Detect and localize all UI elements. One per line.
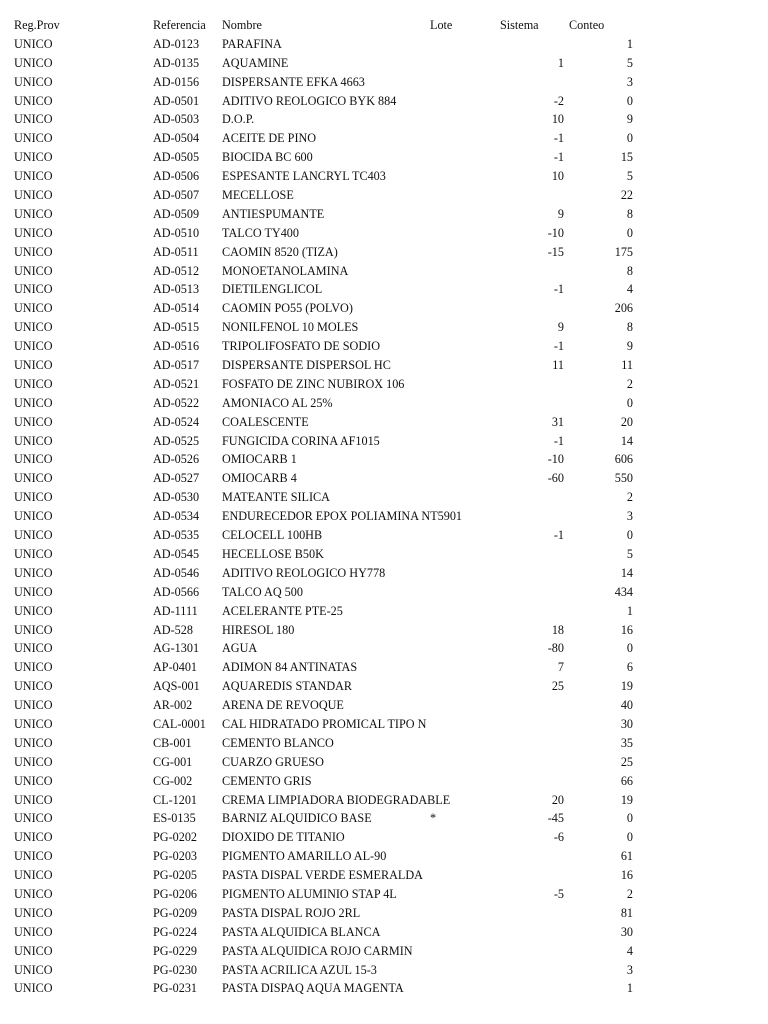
cell-sistema: -10 xyxy=(547,452,564,467)
cell-nombre: OMIOCARB 4 xyxy=(222,471,297,486)
cell-conteo: 35 xyxy=(620,735,633,750)
table-row xyxy=(0,394,768,413)
cell-sistema: -1 xyxy=(553,433,564,448)
cell-reg-prov: UNICO xyxy=(14,112,53,127)
header-nombre: Nombre xyxy=(222,18,262,32)
cell-nombre: CEMENTO GRIS xyxy=(222,773,312,788)
table-row xyxy=(0,148,768,167)
cell-reg-prov: UNICO xyxy=(14,584,53,599)
cell-sistema: -10 xyxy=(547,225,564,240)
table-row xyxy=(0,356,768,375)
cell-referencia: AD-0515 xyxy=(153,320,200,335)
table-row xyxy=(0,715,768,734)
cell-conteo: 550 xyxy=(614,471,633,486)
cell-referencia: AD-0504 xyxy=(153,131,200,146)
table-row xyxy=(0,469,768,488)
table-row xyxy=(0,507,768,526)
cell-conteo: 14 xyxy=(620,433,633,448)
cell-conteo: 2 xyxy=(626,886,633,901)
cell-reg-prov: UNICO xyxy=(14,509,53,524)
table-row xyxy=(0,92,768,111)
table-row xyxy=(0,961,768,980)
cell-conteo: 3 xyxy=(626,962,633,977)
cell-referencia: AD-0509 xyxy=(153,206,200,221)
cell-nombre: AQUAMINE xyxy=(222,55,289,70)
cell-referencia: AD-0516 xyxy=(153,339,200,354)
cell-referencia: AD-0503 xyxy=(153,112,200,127)
cell-conteo: 8 xyxy=(626,206,633,221)
cell-conteo: 3 xyxy=(626,509,633,524)
table-row xyxy=(0,866,768,885)
cell-reg-prov: UNICO xyxy=(14,528,53,543)
cell-referencia: AP-0401 xyxy=(153,660,198,675)
cell-referencia: AD-0511 xyxy=(153,244,199,259)
cell-reg-prov: UNICO xyxy=(14,849,53,864)
cell-conteo: 16 xyxy=(620,622,633,637)
table-row xyxy=(0,35,768,54)
cell-nombre: TRIPOLIFOSFATO DE SODIO xyxy=(222,339,381,354)
cell-referencia: PG-0229 xyxy=(153,943,198,958)
cell-reg-prov: UNICO xyxy=(14,962,53,977)
cell-nombre: PASTA ALQUIDICA BLANCA xyxy=(222,924,381,939)
table-row xyxy=(0,734,768,753)
cell-sistema: 31 xyxy=(551,414,564,429)
cell-nombre: ENDURECEDOR EPOX POLIAMINA NT5901 xyxy=(222,509,463,524)
cell-referencia: AD-0512 xyxy=(153,263,200,278)
cell-nombre: CREMA LIMPIADORA BIODEGRADABLE xyxy=(222,792,451,807)
cell-conteo: 434 xyxy=(614,584,633,599)
cell-referencia: AD-0513 xyxy=(153,282,200,297)
cell-conteo: 2 xyxy=(626,376,633,391)
cell-nombre: ACEITE DE PINO xyxy=(222,131,317,146)
cell-sistema: -15 xyxy=(547,244,564,259)
cell-reg-prov: UNICO xyxy=(14,188,53,203)
cell-reg-prov: UNICO xyxy=(14,376,53,391)
cell-conteo: 1 xyxy=(626,603,633,618)
cell-referencia: CG-001 xyxy=(153,754,193,769)
cell-conteo: 4 xyxy=(626,943,633,958)
cell-referencia: PG-0203 xyxy=(153,849,198,864)
cell-conteo: 606 xyxy=(614,452,633,467)
cell-referencia: AQS-001 xyxy=(153,679,200,694)
cell-referencia: PG-0231 xyxy=(153,981,198,996)
table-row xyxy=(0,979,768,998)
table-row xyxy=(0,54,768,73)
cell-nombre: ESPESANTE LANCRYL TC403 xyxy=(222,169,386,184)
cell-conteo: 175 xyxy=(614,244,633,259)
table-row xyxy=(0,318,768,337)
cell-reg-prov: UNICO xyxy=(14,490,53,505)
cell-referencia: AD-0534 xyxy=(153,509,200,524)
cell-reg-prov: UNICO xyxy=(14,263,53,278)
table-row xyxy=(0,488,768,507)
cell-reg-prov: UNICO xyxy=(14,830,53,845)
cell-referencia: AD-0521 xyxy=(153,376,200,391)
cell-sistema: 7 xyxy=(557,660,564,675)
cell-sistema: -80 xyxy=(547,641,564,656)
cell-sistema: -1 xyxy=(553,339,564,354)
cell-sistema: -5 xyxy=(553,886,564,901)
cell-nombre: HIRESOL 180 xyxy=(222,622,295,637)
cell-nombre: MATEANTE SILICA xyxy=(222,490,330,505)
cell-reg-prov: UNICO xyxy=(14,716,53,731)
cell-conteo: 0 xyxy=(626,225,633,240)
cell-reg-prov: UNICO xyxy=(14,36,53,51)
cell-nombre: DISPERSANTE DISPERSOL HC xyxy=(222,358,391,373)
cell-nombre: CAL HIDRATADO PROMICAL TIPO N xyxy=(222,716,427,731)
cell-nombre: AMONIACO AL 25% xyxy=(222,395,333,410)
cell-nombre: PASTA DISPAL ROJO 2RL xyxy=(222,905,361,920)
table-row xyxy=(0,205,768,224)
header-reg-prov: Reg.Prov xyxy=(14,18,60,32)
cell-reg-prov: UNICO xyxy=(14,868,53,883)
header-row xyxy=(0,16,768,35)
cell-conteo: 0 xyxy=(626,811,633,826)
cell-nombre: ADITIVO REOLOGICO HY778 xyxy=(222,565,386,580)
cell-nombre: TALCO AQ 500 xyxy=(222,584,303,599)
cell-sistema: 10 xyxy=(551,169,564,184)
table-row xyxy=(0,337,768,356)
table-row xyxy=(0,110,768,129)
cell-referencia: AD-0517 xyxy=(153,358,200,373)
cell-conteo: 8 xyxy=(626,263,633,278)
cell-referencia: AD-0505 xyxy=(153,150,200,165)
cell-reg-prov: UNICO xyxy=(14,886,53,901)
cell-reg-prov: UNICO xyxy=(14,471,53,486)
cell-reg-prov: UNICO xyxy=(14,943,53,958)
cell-nombre: COALESCENTE xyxy=(222,414,309,429)
cell-reg-prov: UNICO xyxy=(14,55,53,70)
cell-reg-prov: UNICO xyxy=(14,301,53,316)
cell-nombre: BIOCIDA BC 600 xyxy=(222,150,313,165)
cell-nombre: PASTA DISPAL VERDE ESMERALDA xyxy=(222,868,423,883)
table-row xyxy=(0,639,768,658)
table-row xyxy=(0,413,768,432)
cell-conteo: 0 xyxy=(626,93,633,108)
table-row xyxy=(0,696,768,715)
cell-referencia: AD-0522 xyxy=(153,395,200,410)
cell-referencia: AD-0507 xyxy=(153,188,200,203)
cell-reg-prov: UNICO xyxy=(14,131,53,146)
table-row xyxy=(0,299,768,318)
cell-nombre: NONILFENOL 10 MOLES xyxy=(222,320,359,335)
cell-referencia: PG-0202 xyxy=(153,830,198,845)
header-sistema: Sistema xyxy=(500,18,539,32)
table-row xyxy=(0,545,768,564)
cell-conteo: 2 xyxy=(626,490,633,505)
cell-reg-prov: UNICO xyxy=(14,905,53,920)
cell-referencia: CG-002 xyxy=(153,773,193,788)
cell-referencia: AG-1301 xyxy=(153,641,200,656)
cell-conteo: 6 xyxy=(626,660,633,675)
header-lote: Lote xyxy=(430,18,453,32)
cell-conteo: 0 xyxy=(626,131,633,146)
cell-nombre: CEMENTO BLANCO xyxy=(222,735,334,750)
cell-referencia: PG-0230 xyxy=(153,962,198,977)
cell-reg-prov: UNICO xyxy=(14,169,53,184)
cell-sistema: 18 xyxy=(551,622,564,637)
cell-conteo: 0 xyxy=(626,830,633,845)
header-referencia: Referencia xyxy=(153,18,206,32)
cell-referencia: AD-0527 xyxy=(153,471,200,486)
cell-referencia: AD-1111 xyxy=(153,603,198,618)
cell-reg-prov: UNICO xyxy=(14,811,53,826)
cell-reg-prov: UNICO xyxy=(14,773,53,788)
table-row xyxy=(0,243,768,262)
cell-nombre: CELOCELL 100HB xyxy=(222,528,323,543)
cell-reg-prov: UNICO xyxy=(14,660,53,675)
cell-conteo: 0 xyxy=(626,641,633,656)
table-row xyxy=(0,658,768,677)
cell-referencia: AD-0545 xyxy=(153,546,200,561)
cell-conteo: 15 xyxy=(620,150,633,165)
cell-referencia: AD-0123 xyxy=(153,36,200,51)
cell-sistema: 20 xyxy=(551,792,564,807)
cell-referencia: CB-001 xyxy=(153,735,192,750)
cell-conteo: 3 xyxy=(626,74,633,89)
cell-conteo: 8 xyxy=(626,320,633,335)
cell-reg-prov: UNICO xyxy=(14,924,53,939)
cell-referencia: PG-0206 xyxy=(153,886,198,901)
cell-reg-prov: UNICO xyxy=(14,698,53,713)
cell-conteo: 1 xyxy=(626,36,633,51)
table-body xyxy=(0,35,768,998)
cell-sistema: -45 xyxy=(547,811,564,826)
table-row xyxy=(0,583,768,602)
cell-conteo: 40 xyxy=(620,698,633,713)
cell-nombre: PIGMENTO AMARILLO AL-90 xyxy=(222,849,387,864)
cell-sistema: 9 xyxy=(557,320,564,335)
cell-referencia: AD-0514 xyxy=(153,301,200,316)
cell-nombre: HECELLOSE B50K xyxy=(222,546,324,561)
cell-sistema: 9 xyxy=(557,206,564,221)
table-row xyxy=(0,772,768,791)
cell-reg-prov: UNICO xyxy=(14,244,53,259)
cell-reg-prov: UNICO xyxy=(14,150,53,165)
cell-nombre: PASTA ACRILICA AZUL 15-3 xyxy=(222,962,377,977)
cell-conteo: 16 xyxy=(620,868,633,883)
cell-conteo: 4 xyxy=(626,282,633,297)
cell-nombre: DIETILENGLICOL xyxy=(222,282,323,297)
cell-conteo: 66 xyxy=(620,773,633,788)
cell-conteo: 30 xyxy=(620,924,633,939)
inventory-sheet xyxy=(0,16,768,998)
cell-reg-prov: UNICO xyxy=(14,74,53,89)
cell-reg-prov: UNICO xyxy=(14,735,53,750)
table-row xyxy=(0,809,768,828)
cell-conteo: 1 xyxy=(626,981,633,996)
cell-nombre: AQUAREDIS STANDAR xyxy=(222,679,353,694)
cell-referencia: CAL-0001 xyxy=(153,716,206,731)
cell-referencia: AR-002 xyxy=(153,698,193,713)
cell-nombre: MECELLOSE xyxy=(222,188,294,203)
cell-conteo: 19 xyxy=(620,792,633,807)
cell-nombre: OMIOCARB 1 xyxy=(222,452,297,467)
cell-nombre: BARNIZ ALQUIDICO BASE xyxy=(222,811,372,826)
cell-nombre: PARAFINA xyxy=(222,36,282,51)
cell-sistema: -1 xyxy=(553,150,564,165)
cell-nombre: DIOXIDO DE TITANIO xyxy=(222,830,345,845)
table-row xyxy=(0,526,768,545)
cell-conteo: 11 xyxy=(621,358,633,373)
table-row xyxy=(0,847,768,866)
cell-reg-prov: UNICO xyxy=(14,603,53,618)
cell-referencia: AD-0535 xyxy=(153,528,200,543)
cell-conteo: 9 xyxy=(626,112,633,127)
table-row xyxy=(0,186,768,205)
cell-nombre: ACELERANTE PTE-25 xyxy=(222,603,343,618)
cell-conteo: 61 xyxy=(620,849,633,864)
cell-reg-prov: UNICO xyxy=(14,395,53,410)
cell-reg-prov: UNICO xyxy=(14,622,53,637)
cell-reg-prov: UNICO xyxy=(14,641,53,656)
table-row xyxy=(0,432,768,451)
cell-referencia: AD-0546 xyxy=(153,565,200,580)
cell-nombre: PASTA ALQUIDICA ROJO CARMIN xyxy=(222,943,413,958)
cell-nombre: CAOMIN PO55 (POLVO) xyxy=(222,301,353,316)
cell-sistema: -1 xyxy=(553,528,564,543)
cell-nombre: ADITIVO REOLOGICO BYK 884 xyxy=(222,93,397,108)
cell-reg-prov: UNICO xyxy=(14,754,53,769)
table-row xyxy=(0,450,768,469)
cell-reg-prov: UNICO xyxy=(14,546,53,561)
cell-nombre: CAOMIN 8520 (TIZA) xyxy=(222,244,338,259)
table-row xyxy=(0,828,768,847)
cell-nombre: PASTA DISPAQ AQUA MAGENTA xyxy=(222,981,404,996)
cell-sistema: -6 xyxy=(553,830,564,845)
table-row xyxy=(0,942,768,961)
cell-nombre: D.O.P. xyxy=(222,112,255,127)
cell-nombre: FOSFATO DE ZINC NUBIROX 106 xyxy=(222,376,405,391)
cell-nombre: DISPERSANTE EFKA 4663 xyxy=(222,74,365,89)
table-row xyxy=(0,904,768,923)
cell-referencia: PG-0209 xyxy=(153,905,198,920)
cell-sistema: -1 xyxy=(553,131,564,146)
cell-conteo: 30 xyxy=(620,716,633,731)
table-row xyxy=(0,167,768,186)
cell-referencia: CL-1201 xyxy=(153,792,198,807)
cell-referencia: AD-528 xyxy=(153,622,193,637)
cell-referencia: ES-0135 xyxy=(153,811,196,826)
table-row xyxy=(0,923,768,942)
cell-sistema: 10 xyxy=(551,112,564,127)
table-row xyxy=(0,224,768,243)
cell-reg-prov: UNICO xyxy=(14,358,53,373)
cell-conteo: 5 xyxy=(626,546,633,561)
cell-nombre: CUARZO GRUESO xyxy=(222,754,324,769)
cell-nombre: AGUA xyxy=(222,641,258,656)
cell-reg-prov: UNICO xyxy=(14,206,53,221)
cell-referencia: AD-0506 xyxy=(153,169,200,184)
table-row xyxy=(0,375,768,394)
cell-conteo: 25 xyxy=(620,754,633,769)
cell-conteo: 20 xyxy=(620,414,633,429)
table-row xyxy=(0,564,768,583)
cell-referencia: AD-0526 xyxy=(153,452,200,467)
cell-reg-prov: UNICO xyxy=(14,93,53,108)
cell-reg-prov: UNICO xyxy=(14,565,53,580)
cell-reg-prov: UNICO xyxy=(14,452,53,467)
table-row xyxy=(0,73,768,92)
cell-reg-prov: UNICO xyxy=(14,339,53,354)
cell-referencia: AD-0510 xyxy=(153,225,200,240)
cell-conteo: 9 xyxy=(626,339,633,354)
cell-conteo: 0 xyxy=(626,395,633,410)
cell-referencia: AD-0156 xyxy=(153,74,200,89)
cell-nombre: ADIMON 84 ANTINATAS xyxy=(222,660,358,675)
table-row xyxy=(0,791,768,810)
cell-referencia: AD-0525 xyxy=(153,433,200,448)
cell-reg-prov: UNICO xyxy=(14,679,53,694)
cell-nombre: TALCO TY400 xyxy=(222,225,299,240)
cell-reg-prov: UNICO xyxy=(14,282,53,297)
cell-conteo: 14 xyxy=(620,565,633,580)
header-conteo: Conteo xyxy=(569,18,605,32)
cell-reg-prov: UNICO xyxy=(14,414,53,429)
cell-referencia: AD-0501 xyxy=(153,93,200,108)
cell-conteo: 5 xyxy=(626,55,633,70)
cell-conteo: 5 xyxy=(626,169,633,184)
cell-conteo: 22 xyxy=(620,188,633,203)
cell-lote: * xyxy=(430,811,437,826)
table-row xyxy=(0,885,768,904)
cell-nombre: ANTIESPUMANTE xyxy=(222,206,325,221)
cell-referencia: PG-0224 xyxy=(153,924,198,939)
cell-reg-prov: UNICO xyxy=(14,433,53,448)
cell-conteo: 81 xyxy=(620,905,633,920)
cell-reg-prov: UNICO xyxy=(14,792,53,807)
table-row xyxy=(0,262,768,281)
cell-referencia: AD-0566 xyxy=(153,584,200,599)
cell-sistema: 25 xyxy=(551,679,564,694)
cell-reg-prov: UNICO xyxy=(14,320,53,335)
cell-nombre: PIGMENTO ALUMINIO STAP 4L xyxy=(222,886,397,901)
cell-referencia: AD-0135 xyxy=(153,55,200,70)
cell-referencia: AD-0524 xyxy=(153,414,200,429)
cell-sistema: 1 xyxy=(557,55,564,70)
table-row xyxy=(0,129,768,148)
cell-reg-prov: UNICO xyxy=(14,981,53,996)
cell-sistema: -60 xyxy=(547,471,564,486)
cell-conteo: 19 xyxy=(620,679,633,694)
cell-referencia: AD-0530 xyxy=(153,490,200,505)
table-row xyxy=(0,677,768,696)
cell-conteo: 0 xyxy=(626,528,633,543)
cell-conteo: 206 xyxy=(614,301,633,316)
cell-nombre: FUNGICIDA CORINA AF1015 xyxy=(222,433,380,448)
table-row xyxy=(0,602,768,621)
cell-nombre: MONOETANOLAMINA xyxy=(222,263,349,278)
table-row xyxy=(0,753,768,772)
table-row xyxy=(0,621,768,640)
cell-sistema: -1 xyxy=(553,282,564,297)
table-row xyxy=(0,280,768,299)
cell-referencia: PG-0205 xyxy=(153,868,198,883)
cell-sistema: 11 xyxy=(552,358,564,373)
cell-reg-prov: UNICO xyxy=(14,225,53,240)
cell-nombre: ARENA DE REVOQUE xyxy=(222,698,344,713)
cell-sistema: -2 xyxy=(553,93,564,108)
